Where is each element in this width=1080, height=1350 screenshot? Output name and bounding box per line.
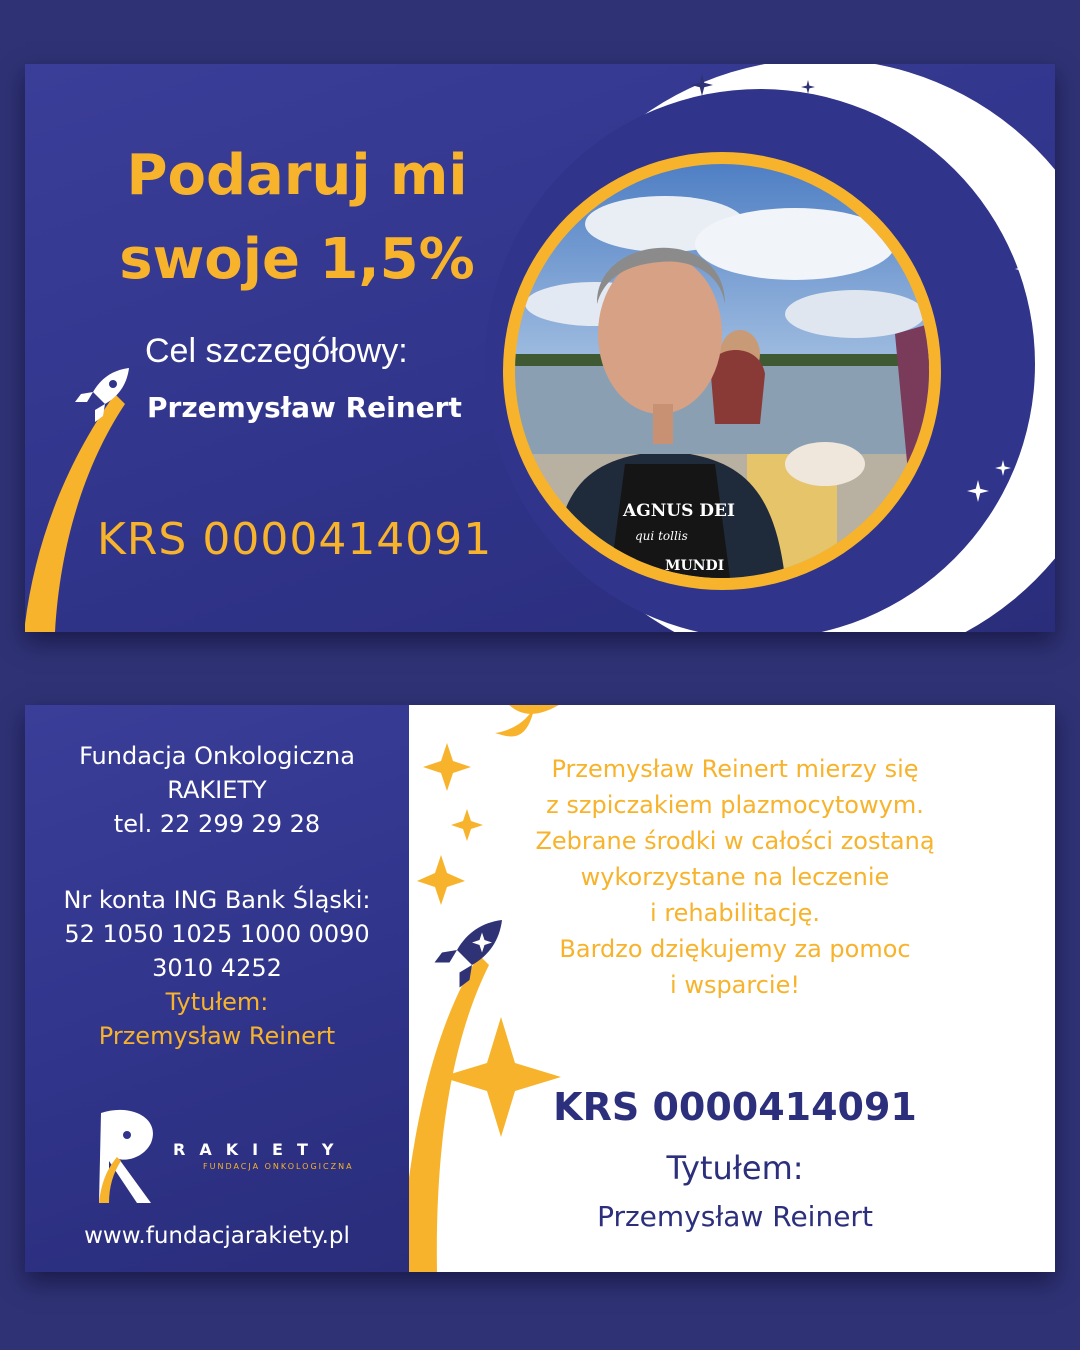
phone-number: tel. 22 299 29 28	[113, 810, 321, 838]
org-info	[25, 739, 409, 841]
photo-frame	[503, 152, 941, 590]
person-name: Przemysław Reinert	[147, 391, 462, 424]
star-icon	[967, 480, 989, 502]
krs-number: KRS 0000414091	[553, 1085, 917, 1129]
front-card	[25, 64, 1055, 632]
star-icon	[1019, 512, 1033, 526]
org-name-short: RAKIETY	[167, 776, 267, 804]
title-label: Tytułem:	[165, 988, 269, 1016]
title-name: Przemysław Reinert	[98, 1022, 336, 1050]
star-icon	[691, 74, 713, 96]
account-number: 3010 4252	[152, 954, 282, 982]
message-line: z szpiczakiem plazmocytowym.	[546, 791, 924, 819]
shirt-text: AGNUS DEI	[623, 501, 735, 521]
title-name: Przemysław Reinert	[597, 1200, 873, 1233]
star-icon	[995, 460, 1011, 476]
logo-subtitle: FUNDACJA ONKOLOGICZNA	[203, 1162, 354, 1171]
message-line: i wsparcie!	[670, 971, 800, 999]
account-number: 52 1050 1025 1000 0090	[64, 920, 370, 948]
rocket-icon	[69, 364, 133, 428]
star-icon	[801, 80, 815, 94]
message-line: Zebrane środki w całości zostaną	[535, 827, 935, 855]
subtitle: Cel szczegółowy:	[145, 332, 408, 370]
rakiety-logo-icon	[81, 1103, 165, 1211]
website-link[interactable]: www.fundacjarakiety.pl	[84, 1223, 350, 1249]
person-photo	[515, 164, 929, 578]
shirt-text: qui tollis	[635, 529, 688, 543]
shirt-text: MUNDI	[665, 558, 725, 574]
account-info	[25, 883, 409, 1053]
message-line: Bardzo dziękujemy za pomoc	[559, 935, 911, 963]
title-line-1: Podaruj mi	[126, 143, 468, 208]
title-label: Tytułem:	[666, 1149, 804, 1187]
title-line-2: swoje 1,5%	[119, 227, 475, 292]
page-title	[87, 134, 507, 302]
back-card	[25, 705, 1055, 1272]
message-line: wykorzystane na leczenie	[580, 863, 890, 891]
krs-number: KRS 0000414091	[97, 514, 493, 565]
message-text	[495, 751, 975, 1003]
star-icon	[1015, 262, 1029, 276]
message-line: i rehabilitację.	[650, 899, 820, 927]
logo-word: RAKIETY	[173, 1140, 348, 1159]
account-label: Nr konta ING Bank Śląski:	[63, 886, 371, 914]
info-panel	[25, 705, 409, 1272]
message-line: Przemysław Reinert mierzy się	[551, 755, 919, 783]
org-name: Fundacja Onkologiczna	[79, 742, 355, 770]
